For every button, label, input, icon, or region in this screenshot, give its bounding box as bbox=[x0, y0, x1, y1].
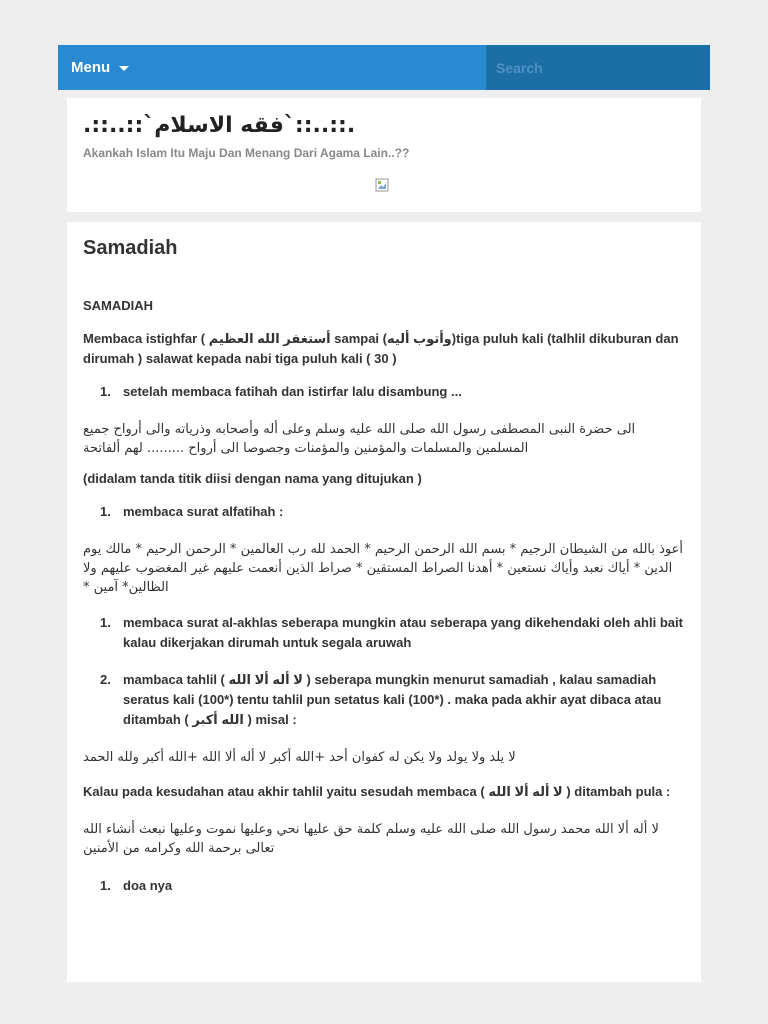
list-item-text: mambaca tahlil ( لا أله ألا الله ) seberapa mungkin menurut samadiah , kalau samadiah seratus kali (100*) tentu tahlil pun setatus kali (100*) . maka pada akhir ayat dibaca atau ditambah ( الله أكبر ) misal : bbox=[123, 672, 662, 727]
list-number: 1. bbox=[100, 384, 111, 399]
list-number: 2. bbox=[100, 672, 111, 687]
site-title[interactable]: .::..::`فقه الاسلام`::..::. bbox=[83, 113, 356, 138]
list-item bbox=[83, 613, 685, 653]
list-item-text: membaca surat alfatihah : bbox=[123, 504, 284, 519]
post-paragraph: (didalam tanda titik diisi dengan nama yang ditujukan ) bbox=[83, 471, 422, 486]
list-item bbox=[83, 382, 685, 402]
list-item-text: setelah membaca fatihah dan istirfar lalu disambung ... bbox=[123, 384, 462, 399]
list-item bbox=[83, 502, 685, 522]
arabic-paragraph: لا يلد ولا يولد ولا يكن له كفوان أحد +الله أكبر لا أله ألا الله +الله أكبر ولله الحمد bbox=[83, 750, 516, 765]
post-paragraph: Membaca istighfar ( أستغفر الله العظيم sampai (وأتوب أليه)tiga puluh kali (talhlil dikuburan dan dirumah ) salawat kepada nabi tiga puluh kali ( 30 ) bbox=[83, 331, 679, 366]
caret-down-icon bbox=[119, 66, 129, 71]
blog-header bbox=[67, 98, 701, 212]
list-item bbox=[83, 670, 685, 730]
site-description: Akankah Islam Itu Maju Dan Menang Dari Agama Lain..?? bbox=[83, 146, 410, 160]
search-input[interactable] bbox=[486, 45, 710, 90]
list-item-text: doa nya bbox=[123, 878, 173, 893]
post-paragraph: Kalau pada kesudahan atau akhir tahlil yaitu sesudah membaca ( لا أله ألا الله ) ditambah pula : bbox=[83, 784, 671, 799]
menu-label: Menu bbox=[71, 59, 111, 76]
list-item bbox=[83, 876, 685, 896]
post-title: Samadiah bbox=[83, 237, 178, 259]
list-item-text: membaca surat al-akhlas seberapa mungkin atau seberapa yang dikehendaki oleh ahli bait kalau dikerjakan dirumah untuk segala aruwah bbox=[123, 615, 683, 650]
broken-image-icon bbox=[375, 178, 389, 192]
arabic-paragraph: الى حضرة النبى المصطفى رسول الله صلى الله عليه وسلم وعلى أله وأصحابه وذرياته والى أرواح جميع المسلمين والمسلمات والمؤمنين والمؤمنات وجصوصا الى أرواح ......... لهم ألفاتحة bbox=[83, 422, 636, 456]
arabic-paragraph: أعوذ بالله من الشيطان الرجيم * بسم الله الرحمن الرحيم * الحمد لله رب العالمين * الرحمن الرحيم * مالك يوم الدين * أياك نعبد وأياك نستعين * أهدنا الصراط المستقين * صراط الذين أنعمت عليهم غير المغضوب عليهم ولا الظالين* آمين * bbox=[83, 542, 684, 595]
list-number: 1. bbox=[100, 504, 111, 519]
list-number: 1. bbox=[100, 615, 111, 630]
list-number: 1. bbox=[100, 878, 111, 893]
top-navbar bbox=[58, 45, 710, 90]
post-article bbox=[67, 222, 701, 982]
post-paragraph: SAMADIAH bbox=[83, 298, 154, 313]
search-box bbox=[486, 45, 710, 90]
arabic-paragraph: لا أله ألا الله محمد رسول الله صلى الله عليه وسلم كلمة حق عليها نحي وعليها نموت وعليها نبعث أنشاء الله تعالى برحمة الله وكرامه من الأمنين bbox=[83, 822, 659, 856]
menu-button[interactable] bbox=[58, 45, 486, 90]
